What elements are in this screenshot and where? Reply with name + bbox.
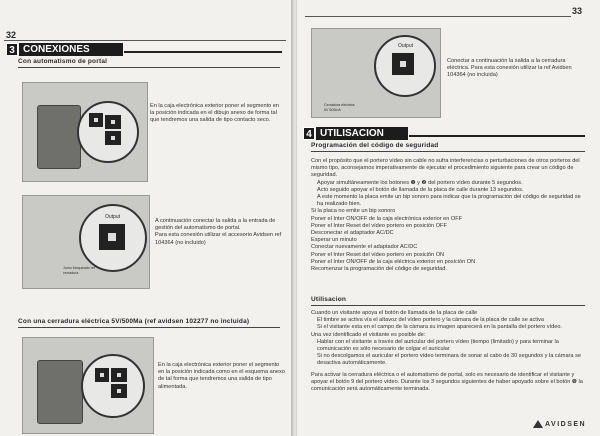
subsection-rule (311, 151, 585, 152)
subsection-title: Con automatismo de portal (18, 58, 108, 65)
brand-logo: AVIDSEN (533, 420, 586, 428)
subsection-title: Con una cerradura eléctrica 5V/500Ma (ref avidsen 102277 no incluida) (18, 318, 250, 325)
subsection-rule (18, 327, 280, 328)
subsection-title: Utilisacion (311, 296, 347, 303)
paragraph: En la caja electrónica exterior poner el segmento en la posición indicada como en el esquema anexo de tal forma que tendremos una salida de tipo alimentada. (158, 362, 285, 390)
zoom-circle (77, 101, 139, 163)
logo-triangle-icon (533, 420, 543, 428)
section-number: 4 (303, 127, 315, 140)
section-title: CONEXIONES (19, 43, 123, 56)
subsection-rule (18, 67, 280, 68)
diagram-photo-lock (22, 337, 154, 434)
paragraph: A continuación conectar la salida a la entrada de gestión del automatismo de portal. Para esta conexión utilizar el accesorio Avidsen ref 104364 (no incluido) (155, 218, 282, 246)
section-rule (124, 51, 282, 53)
control-box (37, 105, 81, 169)
section-title: UTILISACION (316, 127, 408, 140)
control-box (37, 360, 83, 424)
diagram-photo-lock-wiring (311, 28, 441, 118)
page-number: 33 (572, 6, 583, 16)
section-rule (409, 135, 585, 137)
section-number: 3 (6, 43, 18, 56)
diagram-photo-output (22, 195, 150, 289)
usage-instructions: Cuando un visitante apoya el botón de llamada de la placa de calle El timbre se activa vía el altavoz del vídeo portero y la cámara de la placa de calle se activa Si el visitante esta en el campo de la cámara su imagen aparecerá en la pantalla del portero vídeo. Una vez identificado el visitante es posible de: Hablar con el visitante a través del auricular del portero vídeo (tiempo (limitado) y para terminar la comunicación es sólo necesario de colgar el auricular Si no descolgamos el auricular el portero vídeo terminara de sonar al cabo de 30 segundos y la cámara se desactiva automáticamente. Para activar la cerradura eléctrica o el automatismo de portal, solo es necesario de identificar el visitante y apoyar el botón 9 del portero vídeo. Durante los 3 segundos siguientes de haber apoyado sobre el botón ❾ la comunicación será automáticamente terminada. (311, 310, 583, 393)
subsection-rule (311, 305, 585, 306)
output-label: Output (398, 43, 414, 49)
output-label: Output (105, 214, 121, 220)
divider (305, 16, 571, 17)
diagram-photo-gate (22, 82, 148, 182)
subsection-title: Programación del código de seguridad (311, 142, 439, 149)
programming-instructions: Con el propósito que el portero vídeo sin cable no sufra interferencias o perturbaciones de otros porteros del mismo tipo, aconsejamos imperativamente de ejecutar el procedimiento siguiente para crear un código de seguridad. Apoyar simultáneamente los botones ❶ y ❷ del portero vídeo durante 5 segundos. Acto seguido apoyar el botón de llamada de la placa de calle durante 13 segundos. A este momento la placa emite un bip sonoro para indicar que la programación del código de seguridad se ha realizado bien. Si la placa no emite un bip sonoro Poner el Inter ON/OFF de la caja electrónica exterior en OFF Poner el Inter Reset del vídeo portero en posición OFF Desconectar el adaptador AC/DC Esperar un minuto Conectar nuevamente el adaptador AC/DC Poner el Inter Reset del vídeo portero en posición ON Poner el Inter ON/OFF de la caja eléctrica exterior en posición ON Recomenzar la programación del código de seguridad. (311, 158, 581, 273)
page-number: 32 (6, 30, 17, 40)
left-page (0, 0, 293, 436)
divider (4, 40, 286, 41)
paragraph: Conectar a continuación la salida a la cerradura eléctrica. Para esta conexión utilizar la ref Avidsen 104364 (no incluida) (447, 58, 572, 79)
right-page (297, 0, 600, 436)
caption: Cerradura eléctrica 5V 500mA (324, 103, 355, 112)
paragraph: En la caja electrónica exterior poner el segmento en la posición indicada en el dibujo anexo de forma tal que tendremos una salida de tipo contacto seco. (150, 103, 280, 124)
caption: Jumo bloqueado ref cerradura (63, 266, 95, 275)
zoom-circle (81, 354, 145, 418)
